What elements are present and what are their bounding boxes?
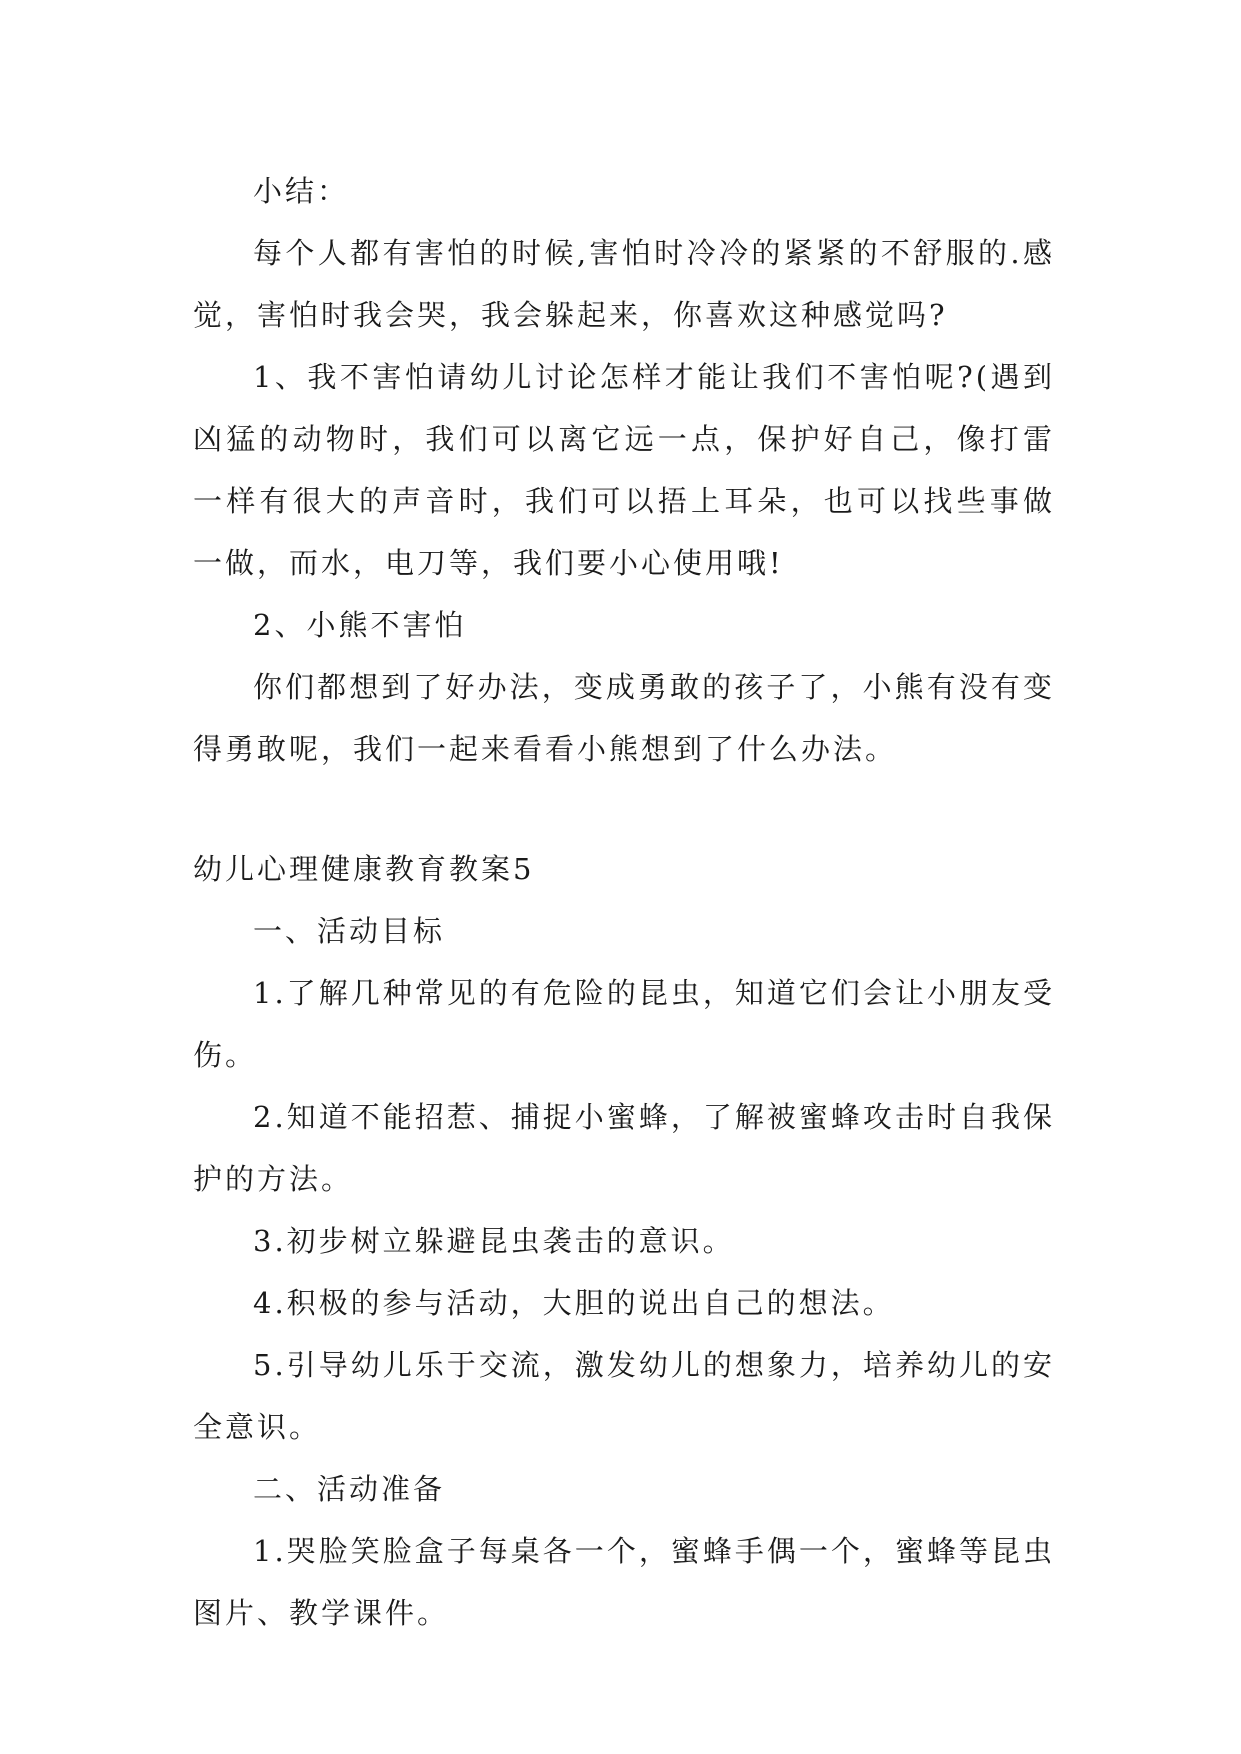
paragraph-little-bear: 2、小熊不害怕	[253, 608, 467, 642]
goal-item: 2.知道不能招惹、捕捉小蜜蜂，了解被蜜蜂攻击时自我保护的方法。	[193, 1100, 1055, 1196]
prep-item: 1.哭脸笑脸盒子每桌各一个，蜜蜂手偶一个，蜜蜂等昆虫图片、教学课件。	[193, 1534, 1055, 1630]
goal-item: 4.积极的参与活动，大胆的说出自己的想法。	[253, 1286, 895, 1320]
document-page	[193, 160, 1055, 1644]
paragraph-fear-feeling: 每个人都有害怕的时候,害怕时冷冷的紧紧的不舒服的.感觉，害怕时我会哭，我会躲起来，你喜欢这种感觉吗?	[193, 236, 1055, 332]
summary-label: 小结：	[253, 174, 350, 208]
goals-heading: 一、活动目标	[253, 914, 446, 948]
section-gap	[193, 780, 1055, 838]
goal-item: 1.了解几种常见的有危险的昆虫，知道它们会让小朋友受伤。	[193, 976, 1055, 1072]
paragraph-not-afraid: 1、我不害怕请幼儿讨论怎样才能让我们不害怕呢?(遇到凶猛的动物时，我们可以离它远一点，保护好自己，像打雷一样有很大的声音时，我们可以捂上耳朵，也可以找些事做一做，而水，电刀等，我们要小心使用哦!	[193, 360, 1055, 580]
prep-heading: 二、活动准备	[253, 1472, 446, 1506]
paragraph-brave-children: 你们都想到了好办法，变成勇敢的孩子了，小熊有没有变得勇敢呢，我们一起来看看小熊想到了什么办法。	[193, 670, 1055, 766]
goal-item: 5.引导幼儿乐于交流，激发幼儿的想象力，培养幼儿的安全意识。	[193, 1348, 1055, 1444]
section-title: 幼儿心理健康教育教案5	[193, 852, 535, 886]
goal-item: 3.初步树立躲避昆虫袭击的意识。	[253, 1224, 735, 1258]
